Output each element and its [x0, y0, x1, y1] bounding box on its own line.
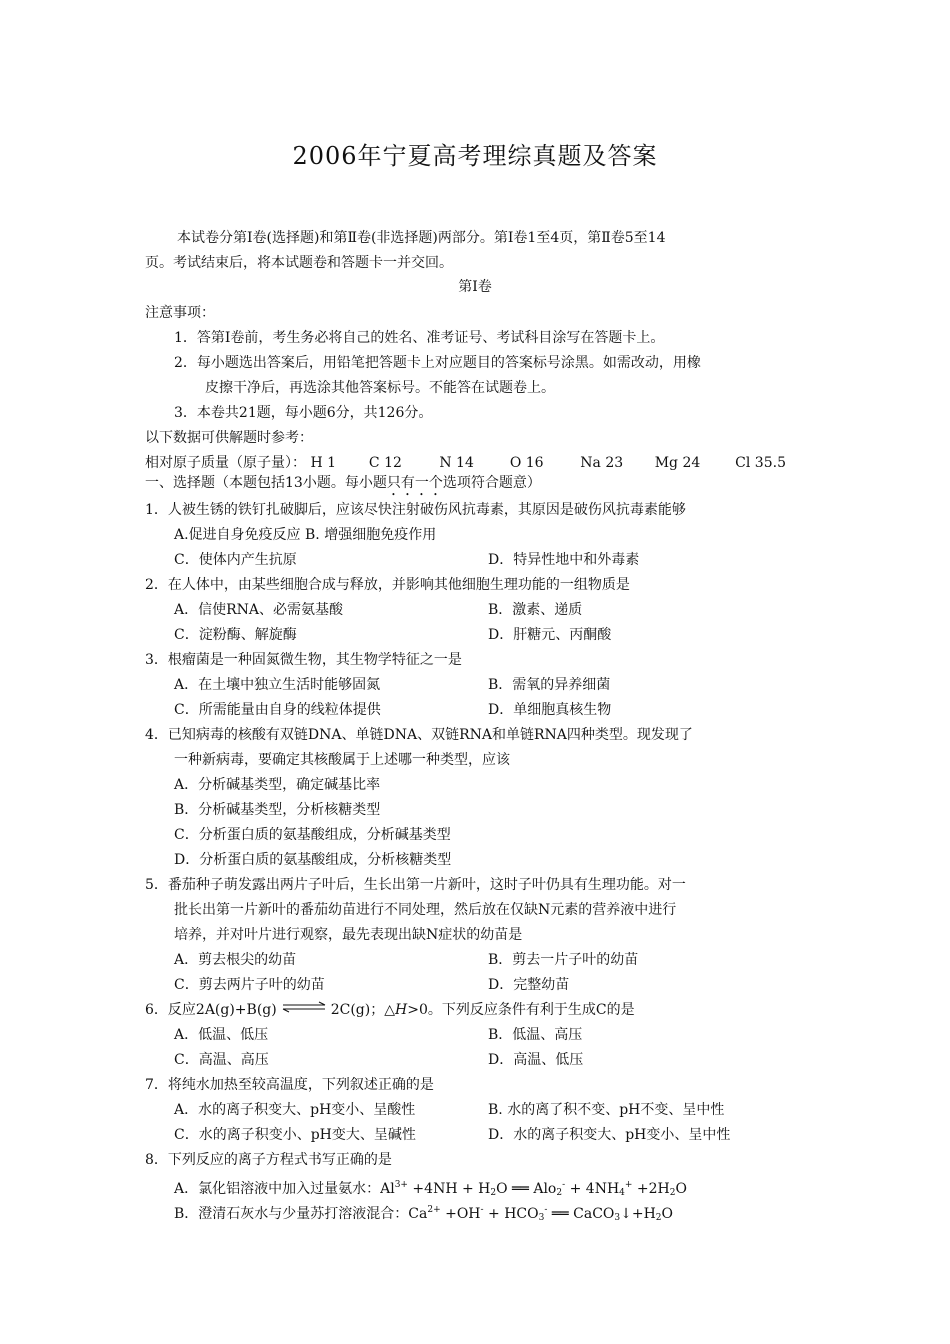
q3-option-a: A．在土壤中独立生活时能够固氮	[174, 677, 381, 693]
q2-option-d: D．肝糖元、丙酮酸	[488, 627, 612, 643]
page-title: 2006年宁夏高考理综真题及答案	[292, 142, 658, 170]
q4-option-a: A．分析碱基类型，确定碱基比率	[174, 777, 381, 793]
q3-option-b: B．需氧的异养细菌	[488, 677, 611, 693]
reference-heading: 以下数据可供解题时参考：	[145, 430, 313, 446]
notice-item-2a: 2．每小题选出答案后，用铅笔把答题卡上对应题目的答案标号涂黑。如需改动，用橡	[174, 355, 701, 371]
q5-stem-1: 5．番茄种子萌发露出两片子叶后，生长出第一片新叶，这时子叶仍具有生理功能。对一	[145, 877, 686, 893]
q3-option-d: D．单细胞真核生物	[488, 702, 612, 718]
q1-option-c: C．使体内产生抗原	[174, 552, 297, 568]
part1-heading: 一、选择题（本题包括13小题。每小题只有一个选项符合题意）	[145, 475, 541, 491]
q2-option-c: C．淀粉酶、解旋酶	[174, 627, 297, 643]
atomic-mass-line	[145, 453, 786, 473]
atom-cl: Cl 35.5	[735, 455, 786, 471]
q2-option-a: A．信使RNA、必需氨基酸	[174, 602, 344, 618]
q1-options-ab: A.促进自身免疫反应 B. 增强细胞免疫作用	[174, 527, 437, 543]
notice-item-2b: 皮擦干净后，再选涂其他答案标号。不能答在试题卷上。	[205, 380, 555, 396]
q8-option-a: A．氯化铝溶液中加入过量氨水：$Al^{3+} +4NH + H_2O$ ══ $Alo_2^- + 4NH_4^+ +2H_2O$	[174, 1180, 687, 1198]
q3-stem: 3．根瘤菌是一种固氮微生物，其生物学特征之一是	[145, 652, 462, 668]
q8-option-b: B．澄清石灰水与少量苏打溶液混合：$Ca^{2+} +OH^- + HCO_3^-$ ══ $CaCO_3↓+H_2O$	[174, 1205, 674, 1223]
q6-option-d: D．高温、低压	[488, 1052, 584, 1068]
q6-option-c: C．高温、高压	[174, 1052, 269, 1068]
q7-option-c: C．水的离子积变小、pH变大、呈碱性	[174, 1127, 416, 1143]
q1-option-d: D．特异性地中和外毒素	[488, 552, 640, 568]
q5-option-d: D．完整幼苗	[488, 977, 570, 993]
notice-item-1: 1．答第Ⅰ卷前，考生务必将自己的姓名、准考证号、考试科目涂写在答题卡上。	[174, 330, 665, 346]
notice-heading: 注意事项：	[145, 305, 215, 321]
q5-stem-3: 培养，并对叶片进行观察，最先表现出缺N症状的幼苗是	[174, 927, 523, 943]
q4-stem-2: 一种新病毒，要确定其核酸属于上述哪一种类型，应该	[174, 752, 510, 768]
atomic-mass-label: 相对原子质量（原子量）：	[145, 455, 306, 471]
atom-mg: Mg 24	[654, 455, 701, 471]
q7-option-a: A．水的离子积变大、pH变小、呈酸性	[174, 1102, 416, 1118]
q4-option-d: D．分析蛋白质的氨基酸组成，分析核糖类型	[174, 852, 452, 868]
q6-stem: 6．反应2A(g)+B(g) 2C(g)；△H>0。下列反应条件有利于生成C的是	[145, 1002, 635, 1018]
atom-na: Na 23	[580, 455, 624, 471]
q5-stem-2: 批长出第一片新叶的番茄幼苗进行不同处理，然后放在仅缺N元素的营养液中进行	[174, 902, 677, 918]
q5-option-a: A．剪去根尖的幼苗	[174, 952, 297, 968]
intro-line-2: 页。考试结束后，将本试题卷和答题卡一并交回。	[145, 255, 453, 271]
q2-option-b: B．激素、递质	[488, 602, 583, 618]
intro-line-1: 本试卷分第Ⅰ卷(选择题)和第Ⅱ卷(非选择题)两部分。第Ⅰ卷1至4页，第Ⅱ卷5至14	[177, 230, 666, 246]
q5-option-b: B．剪去一片子叶的幼苗	[488, 952, 639, 968]
emphasized-text: 只有一个	[386, 475, 443, 491]
atom-n: N 14	[439, 455, 474, 471]
q8-stem: 8．下列反应的离子方程式书写正确的是	[145, 1152, 392, 1168]
atom-h: H 1	[310, 455, 337, 471]
q3-option-c: C．所需能量由自身的线粒体提供	[174, 702, 381, 718]
q6-option-b: B．低温、高压	[488, 1027, 583, 1043]
q5-option-c: C．剪去两片子叶的幼苗	[174, 977, 325, 993]
q4-stem-1: 4．已知病毒的核酸有双链DNA、单链DNA、双链RNA和单链RNA四种类型。现发现了	[145, 727, 693, 743]
atom-c: C 12	[368, 455, 402, 471]
q1-stem: 1．人被生锈的铁钉扎破脚后，应该尽快注射破伤风抗毒素，其原因是破伤风抗毒素能够	[145, 502, 686, 518]
q2-stem: 2．在人体中，由某些细胞合成与释放，并影响其他细胞生理功能的一组物质是	[145, 577, 630, 593]
section-title: 第Ⅰ卷	[458, 279, 492, 295]
q6-option-a: A．低温、低压	[174, 1027, 269, 1043]
equilibrium-arrow-icon	[281, 1000, 327, 1020]
atom-o: O 16	[509, 455, 544, 471]
q4-option-c: C．分析蛋白质的氨基酸组成，分析碱基类型	[174, 827, 451, 843]
q7-option-b: B. 水的离了积不变、pH不变、呈中性	[488, 1102, 725, 1118]
q7-stem: 7．将纯水加热至较高温度，下列叙述正确的是	[145, 1077, 434, 1093]
notice-item-3: 3．本卷共21题，每小题6分，共126分。	[174, 405, 433, 421]
q7-option-d: D．水的离子积变大、pH变小、呈中性	[488, 1127, 731, 1143]
q4-option-b: B．分析碱基类型，分析核糖类型	[174, 802, 381, 818]
